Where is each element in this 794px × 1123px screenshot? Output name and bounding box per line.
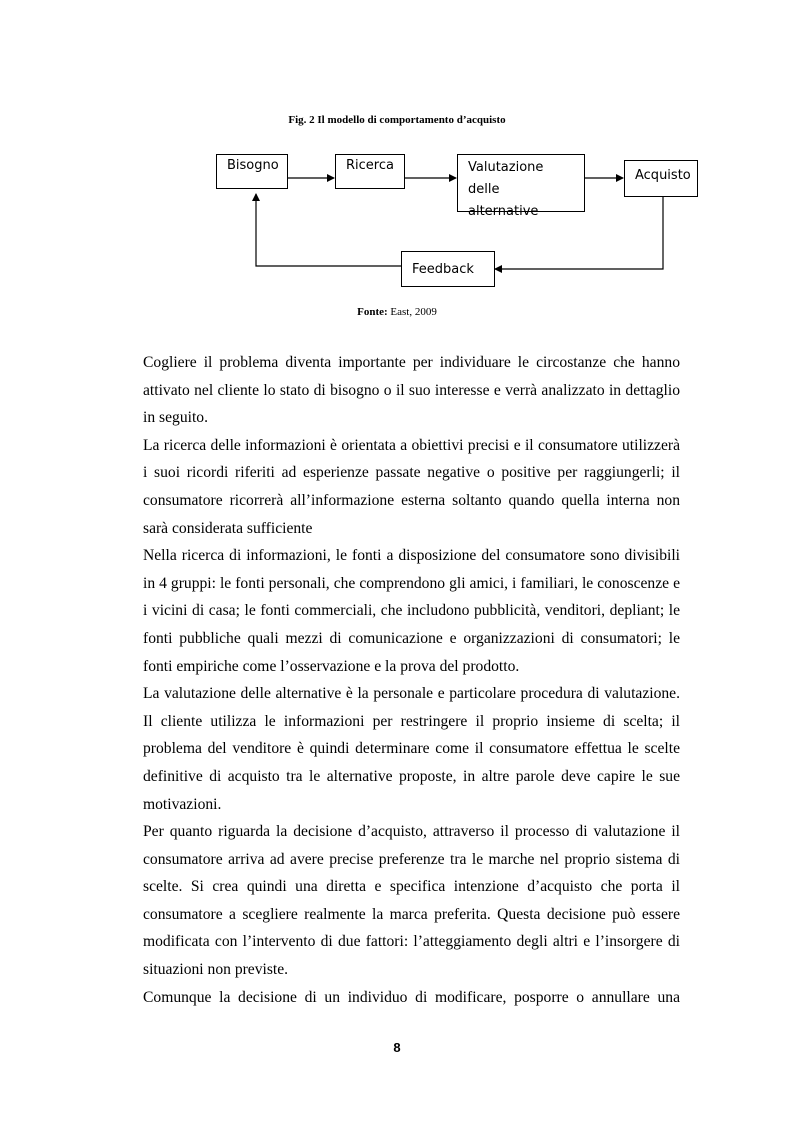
box-valutazione [457,154,585,219]
paragraph: La valutazione delle alternative è la personale e particolare procedura di valutazione. Il cliente utilizza le informazioni per restringere il proprio insieme di scelta; il problema del venditore è quindi determinare come il consumatore effettua le scelte definitive di acquisto tra le alternative proposte, in altre parole deve capire le sue motivazioni. [143,685,680,813]
arrow-feedback-bisogno [256,194,401,266]
paragraph: Per quanto riguarda la decisione d’acquisto, attraverso il processo di valutazione il consumatore arriva ad avere precise preferenze tra le marche nel proprio sistema di scelte. Si crea quindi una diretta e specifica intenzione d’acquisto che porta il consumatore a scegliere realmente la marca preferita. Questa decisione può essere modificata con l’intervento di due fattori: l’atteggiamento degli altri e l’insorgere di situazioni non previste. [143,823,680,979]
figure-source [0,306,794,318]
box-valutazione-label-1: Valutazione delle [468,160,544,197]
box-acquisto [624,160,698,197]
box-feedback-label: Feedback [412,262,474,277]
box-bisogno [216,154,288,189]
source-text: East, 2009 [390,306,437,318]
paragraph: Comunque la decisione di un individuo di modificare, posporre o annullare una [143,988,680,1006]
paragraph: Nella ricerca di informazioni, le fonti a disposizione del consumatore sono divisibili in 4 gruppi: le fonti personali, che comprendono gli amici, i familiari, le conoscenze e i vicini di casa; le fonti commerciali, che includono pubblicità, venditori, depliant; le fonti pubbliche quali mezzi di comunicazione e organizzazioni di consumatori; le fonti empiriche come l’osservazione e la prova del prodotto. [143,547,680,675]
box-bisogno-label: Bisogno [227,158,279,173]
box-acquisto-label: Acquisto [635,168,691,183]
paragraph: La ricerca delle informazioni è orientata a obiettivi precisi e il consumatore utilizzerà i suoi ricordi riferiti ad esperienze passate negative o positive per raggiungerli; il consumatore ricorrerà all’informazione esterna soltanto quando quella interna non sarà considerata sufficiente [143,436,680,537]
body-text [143,349,680,1011]
box-ricerca [335,154,405,189]
source-label: Fonte: [357,306,388,318]
box-feedback [401,251,495,287]
page-number: 8 [393,1040,401,1055]
box-valutazione-label-2: alternative [468,204,539,219]
box-ricerca-label: Ricerca [346,158,394,173]
purchase-behavior-diagram [0,0,794,330]
paragraph: Cogliere il problema diventa importante per individuare le circostanze che hanno attivato nel cliente lo stato di bisogno o il suo interesse e verrà analizzato in dettaglio in seguito. [143,354,680,427]
figure-caption: Fig. 2 Il modello di comportamento d’acquisto [288,114,506,126]
